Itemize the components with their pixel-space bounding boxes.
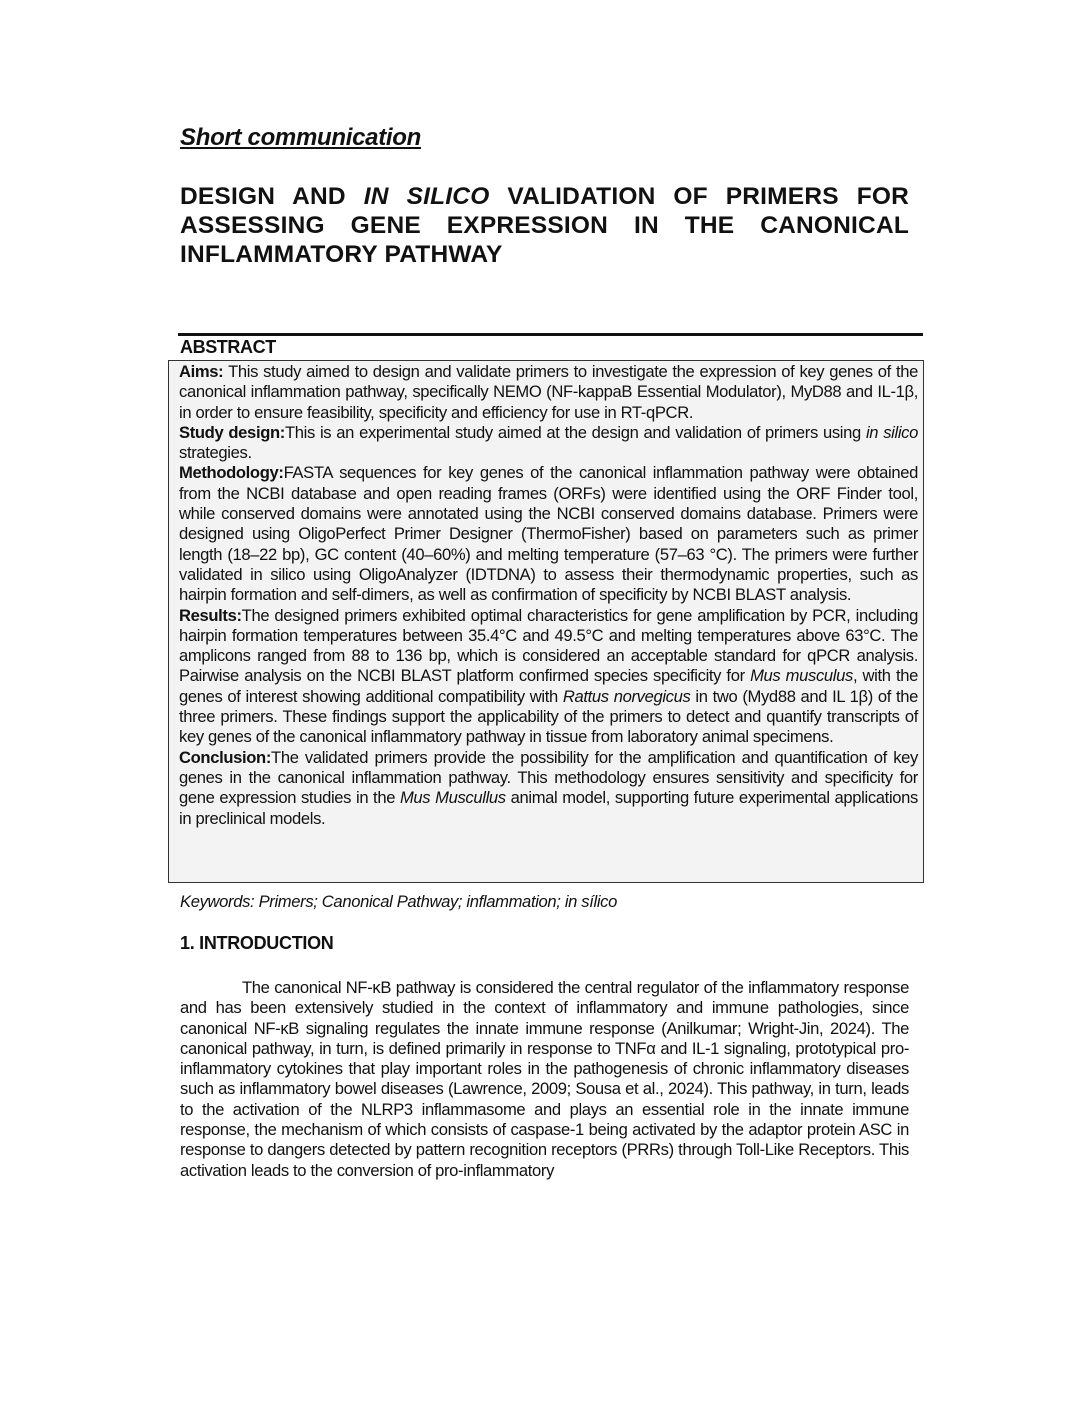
italic-text: Mus musculus [750,666,853,686]
paragraph: The canonical NF-κB pathway is considered the central regulator of the inflammatory response and has been extensively studied in the context of inflammatory and immune pathologies, since canonical NF-κB signaling regulates the innate immune response (Anilkumar; Wright-Jin, 2024). The canonical pathway, in turn, is defined primarily in response to TNFα and IL-1 signaling, prototypical pro-inflammatory cytokines that play important roles in the pathogenesis of chronic inflammatory diseases such as inflammatory bowel diseases (Lawrence, 2009; Sousa et al., 2024). This pathway, in turn, leads to the activation of the NLRP3 inflammasome and plays an essential role in the innate immune response, the mechanism of which consists of caspase-1 being activated by the adaptor protein ASC in response to dangers detected by pattern recognition receptors (PRRs) through Toll-Like Receptors. This activation leads to the conversion of pro-inflammatory [180,978,909,1180]
text: The designed primers exhibited optimal characteristics for gene amplification by PCR, including hairpin formation temperatures between 35.4°C and 49.5°C and melting temperatures above 63°C. The amplicons ranged from 88 to 136 bp, which is considered an acceptable standard for qPCR analysis. Pairwise analysis on the NCBI BLAST platform confirmed species specificity for [179,605,918,686]
section-heading-introduction: 1. INTRODUCTION [180,933,334,953]
abstract-methodology [179,463,918,605]
divider-rule [178,333,923,336]
title-italic: IN SILICO [363,183,490,210]
label: Results: [179,605,242,625]
abstract-box [168,360,924,883]
text: , with the genes of interest showing additional compatibility with [179,666,918,706]
abstract-heading: ABSTRACT [180,337,276,357]
text: This is an experimental study aimed at the design and validation of primers using [284,422,866,442]
introduction-body [180,978,909,1181]
title-part: DESIGN AND [180,183,364,210]
label: Methodology: [179,463,284,483]
abstract-study-design [179,423,918,464]
label: Study design: [179,422,285,442]
abstract-conclusion [179,748,918,829]
text: The validated primers provide the possibility for the amplification and quantification of key genes in the canonical inflammation pathway. This methodology ensures sensitivity and specificity for gene expression studies in the [179,747,918,808]
paper-title [180,182,909,269]
italic-text: Mus Muscullus [399,788,506,808]
text: This study aimed to design and validate primers to investigate the expression of key genes of the canonical inflammation pathway, specifically NEMO (NF-kappaB Essential Modulator), MyD88 and IL-1β, in order to ensure feasibility, specificity and efficiency for use in RT-qPCR. [179,362,918,422]
italic-text: Rattus norvegicus [562,686,691,706]
text: in two (Myd88 and IL 1β) of the three primers. These findings support the applicability of the primers to detect and quantify transcripts of key genes of the canonical inflammatory pathway in tissue from laboratory animal specimens. [179,686,918,747]
italic-text: in silico [865,422,918,442]
abstract-results [179,606,918,748]
abstract-aims [179,362,918,423]
text: FASTA sequences for key genes of the canonical inflammation pathway were obtained from the NCBI database and open reading frames (ORFs) were identified using the ORF Finder tool, while conserved domains were annotated using the NCBI conserved domains database. Primers were designed using OligoPerfect Primer Designer (ThermoFisher) based on parameters such as primer length (18–22 bp), GC content (40–60%) and melting temperature (57–63 °C). The primers were further validated in silico using OligoAnalyzer (IDTDNA) to assess their thermodynamic properties, such as hairpin formation and self-dimers, as well as confirmation of specificity by NCBI BLAST analysis. [179,463,918,605]
keywords: Keywords: Primers; Canonical Pathway; inflammation; in sílico [180,892,617,911]
title-part: VALIDATION OF PRIMERS FOR ASSESSING GENE EXPRESSION IN THE CANONICAL INFLAMMATORY PATHWAY [180,183,910,268]
text: strategies. [179,443,252,463]
label: Aims: [179,362,224,381]
label: Conclusion: [179,747,272,767]
text: animal model, supporting future experimental applications in preclinical models. [179,788,918,828]
section-label: Short communication [180,124,421,151]
